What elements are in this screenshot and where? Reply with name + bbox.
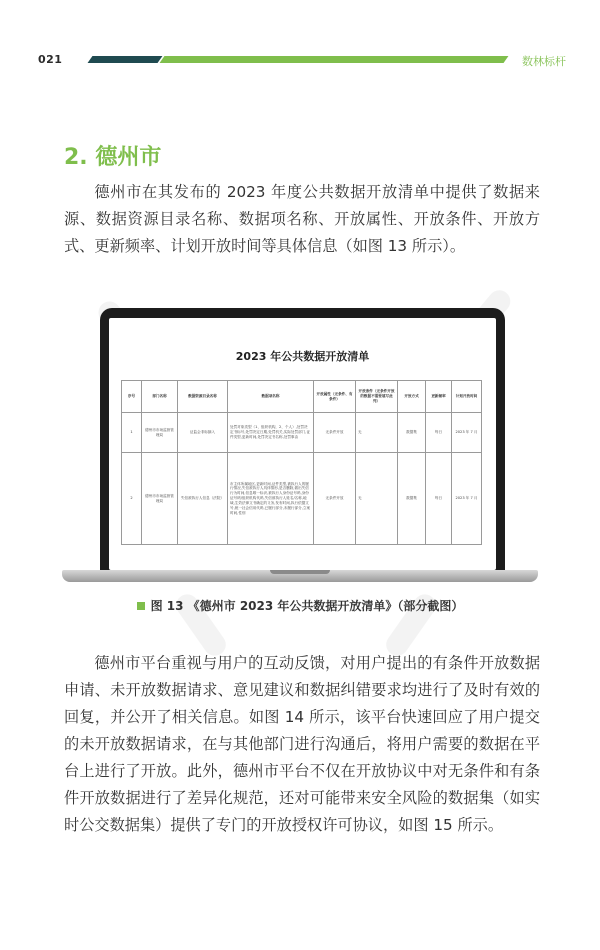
header-bar-dark [88,56,163,63]
col-header: 数据资源目录名称 [178,381,228,413]
table-cell: 2023 年 7 月 [452,413,482,453]
table-cell: 每日 [426,453,452,545]
col-header: 开放方式 [398,381,426,413]
table-cell: 德州市市场监督管理局 [142,453,178,545]
table-cell: 每日 [426,413,452,453]
brand-label: 数林标杆 [522,55,566,68]
section-title: 2. 德州市 [64,145,162,170]
laptop-screen [100,308,505,570]
col-header: 部门名称 [142,381,178,413]
table-cell: 数据集 [398,453,426,545]
body-paragraph: 德州市平台重视与用户的互动反馈，对用户提出的有条件开放数据申请、未开放数据请求、意见建议和数据纠错要求均进行了及时有效的回复，并公开了相关信息。如图 14 所示，该平台快速回应了用户提交的未开放数据请求，在与其他部门进行沟通后，将用户需要的数据在平台上进行了开放。此外，德州市平台不仅在开放协议中对无条件和有条件开放数据进行了差异化规范，还对可能带来安全风险的数据集（如实时公交数据集）提供了专门的开放授权许可协议，如图 15 所示。 [64,654,540,834]
table-row [122,453,482,545]
caption-text: 图 13 《德州市 2023 年公共数据开放清单》（部分截图） [150,599,464,613]
col-header: 数据项名称 [228,381,314,413]
col-header: 开放条件（无条件开放的数据不需要填写此列） [356,381,398,413]
table-cell: 2023 年 7 月 [452,453,482,545]
figure-caption [0,597,600,614]
page-number: 021 [38,53,63,66]
table-cell: 证监会非标摘入 [178,413,228,453]
col-header: 计划开放时间 [452,381,482,413]
table-cell: 无 [356,413,398,453]
table-cell: 数据集 [398,413,426,453]
table-cell: 失信被执行人信息（法院） [178,453,228,545]
col-header: 开放属性（无条件、有条件） [314,381,356,413]
caption-square-icon [137,602,145,610]
laptop-notch [270,570,330,574]
table-row [122,413,482,453]
header-bar-green [160,56,509,63]
table-cell: 无 [356,453,398,545]
table-cell: 德州市市场监督管理局 [142,413,178,453]
table-cell: 2 [122,453,142,545]
table-cell: 市主体所属地区,更新时间,证件类型,被执行人的履行情况,失信被执行人具体情形,是否删除,做出失信行为时间,信息唯一标识,被执行人身份证号码,身份证号码/组织机构代码,失信被执行人姓名/名称,地域,生效法律文书确定的义务,发布时间,执行依据文号,统一社会信用代码,已履行部分,未履行部分,立案时间,性别 [228,453,314,545]
open-data-table [121,380,482,545]
table-cell: 处罚对象类型（1、组织机构，2、个人）,处罚决定书标号,处罚决定日期,处罚机关,实际处罚部门,证件类型,更新时间,处罚决定书名称,处罚事由 [228,413,314,453]
intro-paragraph: 德州市在其发布的 2023 年度公共数据开放清单中提供了数据来源、数据资源目录名称、数据项名称、开放属性、开放条件、开放方式、更新频率、计划开放时间等具体信息（如图 13 所示）。 [64,183,540,255]
table-header-row [122,381,482,413]
table-cell: 无条件开放 [314,413,356,453]
table-cell: 1 [122,413,142,453]
table-cell: 无条件开放 [314,453,356,545]
col-header: 更新频率 [426,381,452,413]
col-header: 序号 [122,381,142,413]
document-title: 2023 年公共数据开放清单 [235,350,370,363]
document-screenshot [109,318,496,570]
